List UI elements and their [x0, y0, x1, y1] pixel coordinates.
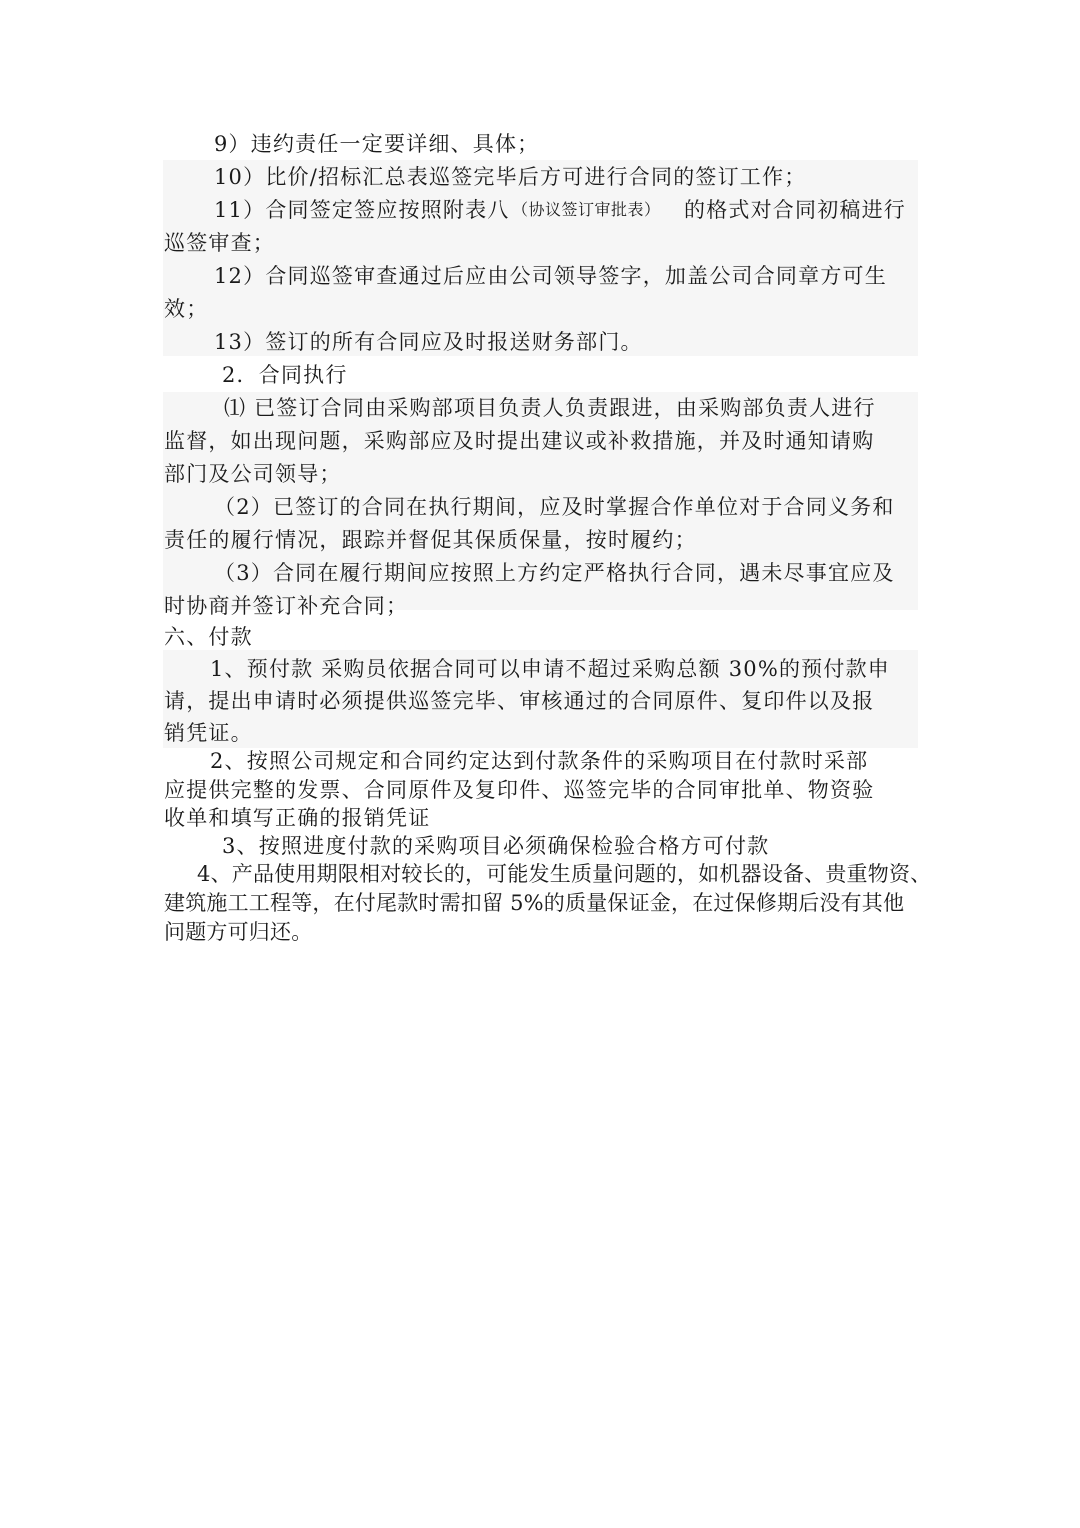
text-line: 2、按照公司规定和合同约定达到付款条件的采购项目在付款时采部 [210, 749, 869, 773]
text-line: （3）合同在履行期间应按照上方约定严格执行合同，遇未尽事宜应及 [214, 561, 895, 585]
text-line: 的格式对合同初稿进行 [684, 198, 906, 222]
section-heading: 六、付款 [164, 625, 253, 649]
text-line: 效； [164, 297, 209, 321]
section-heading: 2．合同执行 [222, 363, 348, 387]
text-line: 10）比价/招标汇总表巡签完毕后方可进行合同的签订工作； [214, 165, 807, 189]
text-line: 巡签审查； [164, 231, 275, 255]
text-line: 问题方可归还。 [164, 920, 313, 944]
text-line: 时协商并签订补充合同； [164, 594, 409, 618]
text-line: 监督，如出现问题，采购部应及时提出建议或补救措施，并及时通知请购 [164, 429, 875, 453]
text-line: 应提供完整的发票、合同原件及复印件、巡签完毕的合同审批单、物资验 [164, 778, 875, 802]
text-line: （协议签订审批表） [512, 200, 661, 219]
text-line: 1、预付款 采购员依据合同可以申请不超过采购总额 30%的预付款申 [210, 657, 890, 681]
text-line: 责任的履行情况，跟踪并督促其保质保量，按时履约； [164, 528, 697, 552]
text-line: 11）合同签定签应按照附表八 [214, 198, 510, 222]
text-line: 部门及公司领导； [164, 462, 342, 486]
text-line: 3、按照进度付款的采购项目必须确保检验合格方可付款 [222, 834, 770, 858]
text-line: 12）合同巡签审查通过后应由公司领导签字，加盖公司合同章方可生 [214, 264, 887, 288]
text-line: 销凭证。 [164, 721, 253, 745]
text-line: （2）已签订的合同在执行期间，应及时掌握合作单位对于合同义务和 [214, 495, 895, 519]
text-line: 4、产品使用期限相对较长的，可能发生质量问题的，如机器设备、贵重物资、 [197, 862, 932, 886]
text-line: 13）签订的所有合同应及时报送财务部门。 [214, 330, 643, 354]
text-line: 建筑施工工程等，在付尾款时需扣留 5%的质量保证金，在过保修期后没有其他 [164, 891, 905, 915]
text-line: 收单和填写正确的报销凭证 [164, 806, 431, 830]
text-line: 请，提出申请时必须提供巡签完毕、审核通过的合同原件、复印件以及报 [164, 689, 875, 713]
text-line: 9）违约责任一定要详细、具体； [214, 132, 540, 156]
text-line: ⑴ 已签订合同由采购部项目负责人负责跟进，由采购部负责人进行 [224, 396, 876, 420]
